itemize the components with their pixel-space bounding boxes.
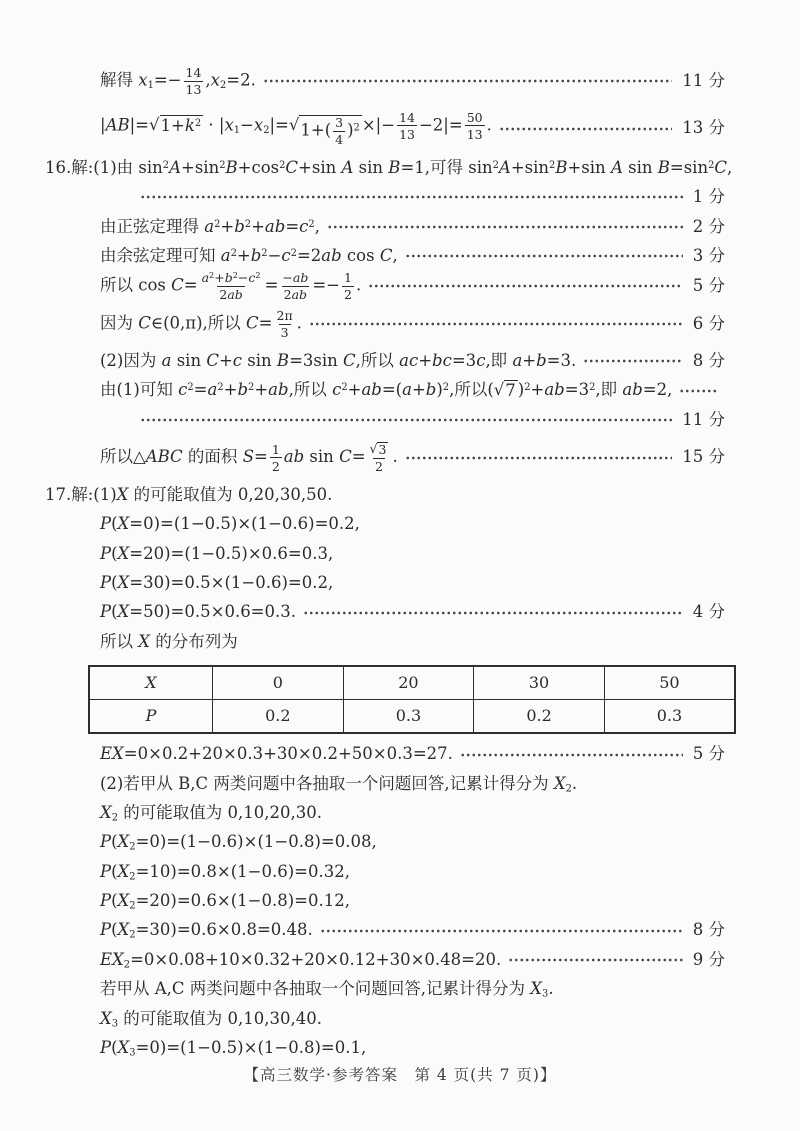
formula-text: 17.解:(1)X 的可能取值为 0,20,30,50. <box>45 484 333 504</box>
page-footer: 【高三数学·参考答案 第 4 页(共 7 页)】 <box>243 1066 557 1084</box>
answer-line <box>100 271 725 302</box>
answer-line <box>140 183 725 212</box>
answer-line <box>100 916 725 945</box>
dotted-leader <box>583 353 683 369</box>
dotted-leader <box>309 316 683 332</box>
answer-line <box>100 799 725 828</box>
answer-line <box>100 828 725 857</box>
formula-text: $EX_2=0\times 0.08+10\times 0.32+20\times 0.12+30\times 0.48=20$. <box>100 949 502 971</box>
formula-text: 由(1)可知 $c^2=a^2+b^2+ab$,所以 $c^2+ab=(a+b)^2$,所以( √ 7 )$^2+ab=3^2$,即 ab=2, <box>100 380 673 400</box>
formula-text: P(X=0)=(1−0.5)×(1−0.6)=0.2, <box>100 514 360 534</box>
dotted-leader <box>263 73 672 89</box>
table-cell: X <box>89 666 213 700</box>
score-badge: 9 分 <box>692 949 725 969</box>
answer-line <box>100 309 725 340</box>
score-badge: 1 分 <box>692 187 725 207</box>
score-badge: 11 分 <box>682 409 725 429</box>
answer-line <box>100 857 725 886</box>
answer-line <box>100 887 725 916</box>
answer-line <box>100 376 725 405</box>
table-cell: P <box>89 699 213 733</box>
dotted-leader <box>405 450 673 466</box>
formula-text: 16.解:(1)由 $\sin^2A+\sin^2B+\cos^2C+\sin$ A sin B=1,可得 $\sin^2A+\sin^2B+\sin$ A $\sin B=\sin^2C$, <box>45 157 733 177</box>
table-row-p <box>89 699 735 733</box>
formula-text: 所以 X 的分布列为 <box>100 631 238 651</box>
dotted-leader <box>508 952 683 968</box>
dotted-leader <box>303 605 683 621</box>
formula-text: $P(X_3=0)=(1-0.5)\times(1-0.8)=0.1$, <box>100 1037 367 1059</box>
answer-line <box>100 510 725 539</box>
answer-line <box>100 975 725 1004</box>
answer-line <box>100 1004 725 1033</box>
answer-line <box>100 111 725 146</box>
formula-text: 所以 cos C= $\frac{a^2+b^2-c^2}{2ab}$ = $\frac{-ab}{2ab}$ =− $\frac{1}{2}$ . <box>100 270 362 303</box>
score-badge: 2 分 <box>692 216 725 236</box>
answer-line <box>100 769 725 798</box>
answer-line <box>100 442 725 474</box>
dotted-leader <box>140 412 672 428</box>
dotted-leader <box>679 383 717 399</box>
formula-text: $X_3$ 的可能取值为 0,10,30,40. <box>100 1008 323 1030</box>
dotted-leader <box>140 189 683 205</box>
answer-line <box>100 945 725 974</box>
score-badge: 13 分 <box>682 118 725 138</box>
answer-line-item-17 <box>45 481 725 510</box>
table-cell: 0 <box>213 666 344 700</box>
formula-text: $P(X_2=10)=0.8\times(1-0.6)=0.32$, <box>100 861 350 883</box>
answer-line <box>100 627 725 656</box>
answer-line <box>100 740 725 769</box>
formula-text: P(X=30)=0.5×(1−0.6)=0.2, <box>100 573 334 593</box>
dotted-leader <box>405 248 683 264</box>
formula-text: 由正弦定理得 $a^2+b^2+ab=c^2$, <box>100 216 320 236</box>
dotted-leader <box>320 923 683 939</box>
dotted-leader <box>368 278 683 294</box>
answer-line <box>100 212 725 241</box>
answer-line <box>100 598 725 627</box>
table-cell: 50 <box>604 666 735 700</box>
formula-text: (2)若甲从 B,C 两类问题中各抽取一个问题回答,记累计得分为 $X_2$. <box>100 773 578 795</box>
formula-text: $P(X_2=20)=0.6\times(1-0.8)=0.12$, <box>100 891 350 912</box>
score-badge: 5 分 <box>692 276 725 296</box>
score-badge: 8 分 <box>692 351 725 371</box>
table-cell: 0.2 <box>213 699 344 733</box>
formula-text: 由余弦定理可知 $a^2+b^2-c^2=2ab$ cos C, <box>100 245 398 265</box>
answer-line-item-16 <box>45 153 733 182</box>
formula-text: (2)因为 a sin C+c sin B=3sin C,所以 ac+bc=3c,即 a+b=3. <box>100 351 577 371</box>
answer-line <box>100 242 725 271</box>
formula-text: |AB|= √ $1+k^2$ · $|x_1-x_2|=$ √ 1+( $\frac{3}{4}$ )$^2$ ×|− $\frac{14}{13}$ −2|= $\frac{50}{13}$ . <box>100 109 492 148</box>
score-badge: 4 分 <box>692 602 725 622</box>
formula-text: P(X=20)=(1−0.5)×0.6=0.3, <box>100 543 334 563</box>
dotted-leader <box>460 747 683 763</box>
answer-line <box>100 347 725 376</box>
formula-text: 解得 $x_1=-$ $\frac{14}{13}$ $,x_2=2$. <box>100 65 256 98</box>
answer-line <box>140 406 725 435</box>
score-badge: 5 分 <box>692 744 725 764</box>
formula-text: 所以△ABC 的面积 S= $\frac{1}{2}$ ab sin C= √ 3 2 . <box>100 441 398 475</box>
dotted-leader <box>499 121 672 137</box>
formula-text: 若甲从 A,C 两类问题中各抽取一个问题回答,记累计得分为 $X_3$. <box>100 979 554 1000</box>
table-cell: 0.2 <box>474 699 605 733</box>
score-badge: 6 分 <box>692 313 725 333</box>
formula-text: $P(X_2=30)=0.6\times 0.8=0.48$. <box>100 920 313 941</box>
formula-text: $X_2$ 的可能取值为 0,10,20,30. <box>100 802 323 824</box>
distribution-table-wrap <box>88 665 725 734</box>
table-cell: 30 <box>474 666 605 700</box>
distribution-table <box>88 665 736 734</box>
formula-text: 因为 C∈(0,π),所以 C= $\frac{2\pi}{3}$ . <box>100 308 302 341</box>
answer-line <box>100 539 725 568</box>
formula-text: P(X=50)=0.5×0.6=0.3. <box>100 602 296 622</box>
table-cell: 0.3 <box>343 699 474 733</box>
dotted-leader <box>327 219 683 235</box>
score-badge: 3 分 <box>692 245 725 265</box>
answer-line <box>100 569 725 598</box>
table-cell: 20 <box>343 666 474 700</box>
score-badge: 15 分 <box>682 447 725 467</box>
formula-text: EX=0×0.2+20×0.3+30×0.2+50×0.3=27. <box>100 744 453 764</box>
score-badge: 11 分 <box>682 71 725 91</box>
score-badge: 8 分 <box>692 920 725 940</box>
table-row-x <box>89 666 735 700</box>
formula-text: $P(X_2=0)=(1-0.6)\times(1-0.8)=0.08$, <box>100 832 377 853</box>
table-cell: 0.3 <box>604 699 735 733</box>
answer-line <box>100 66 725 97</box>
answer-line <box>100 1034 725 1063</box>
